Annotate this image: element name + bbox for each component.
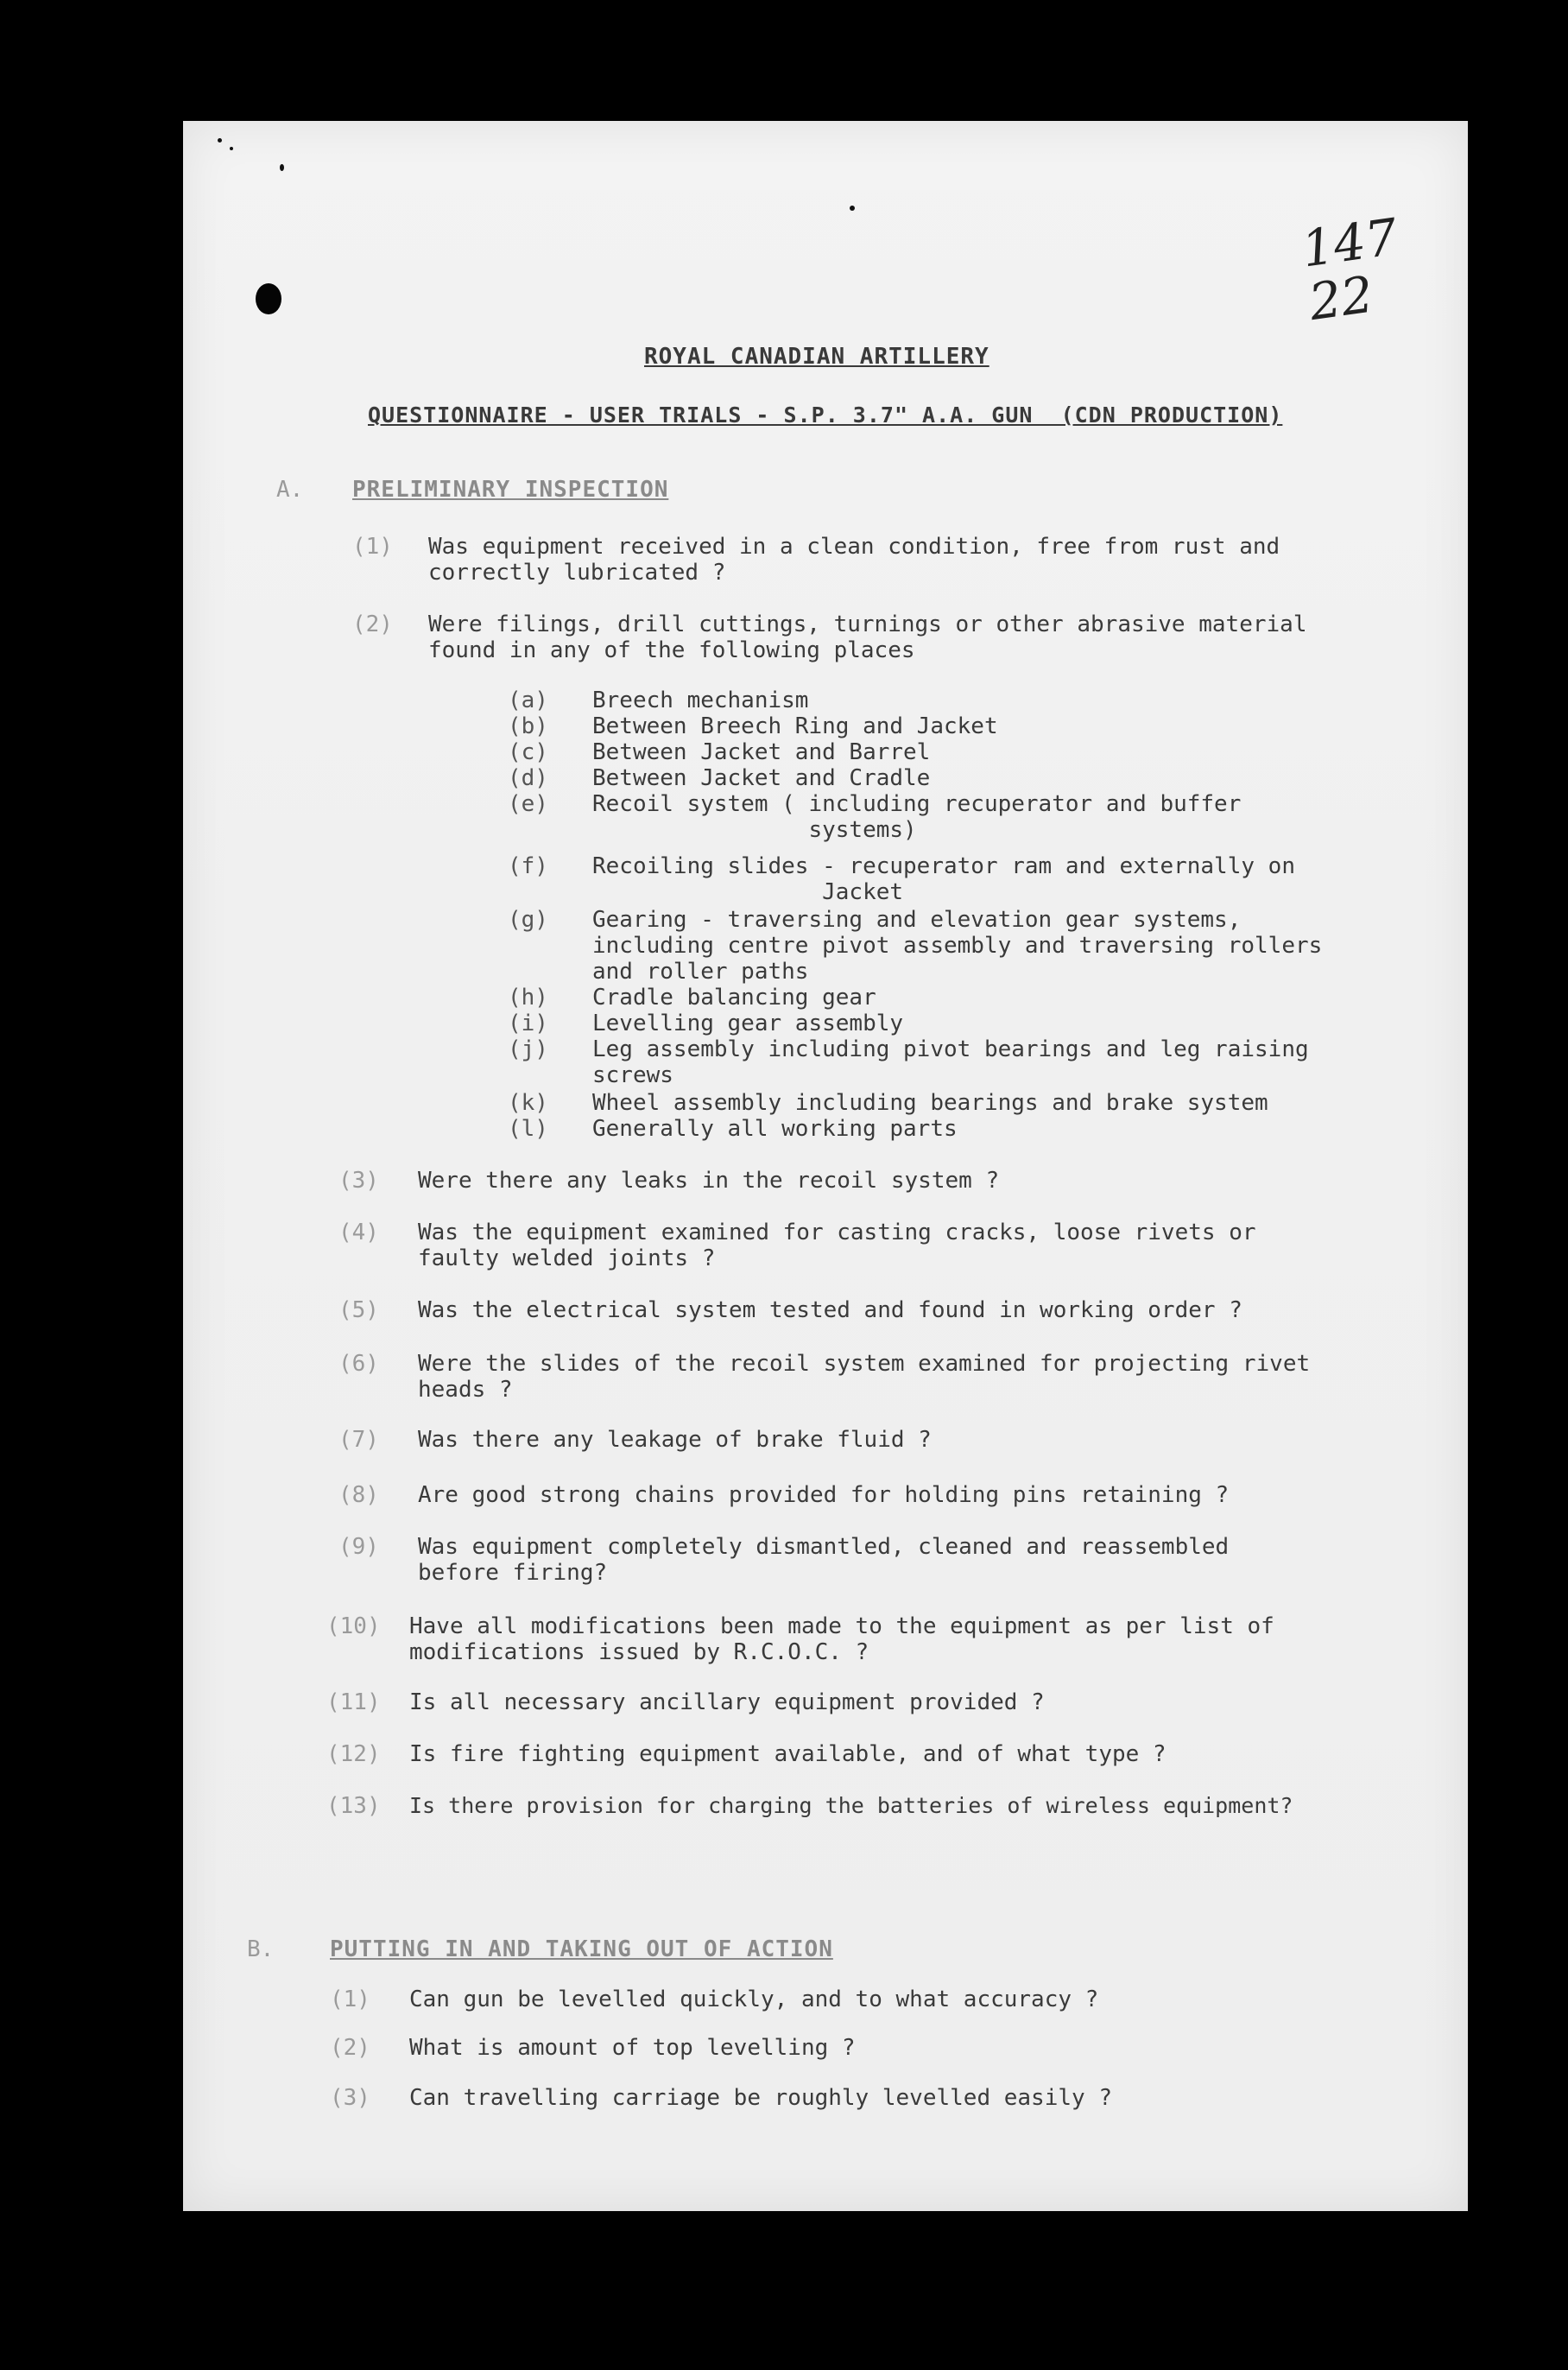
subitem-text: Wheel assembly including bearings and brake system [592,1090,1268,1116]
speck-mark [230,147,233,150]
section-b-letter: B. [247,1936,275,1962]
speck-mark [280,164,284,171]
subitem-text: Recoiling slides - recuperator ram and externally on Jacket [592,853,1295,905]
subitem-text: Between Breech Ring and Jacket [592,713,998,739]
question-number: (11) [326,1689,381,1715]
document-page [183,121,1468,2211]
subitem-text: Leg assembly including pivot bearings and leg raising screws [592,1036,1309,1088]
subitem-text: Between Jacket and Barrel [592,739,931,765]
question-text: Can travelling carriage be roughly levelled easily ? [409,2085,1112,2111]
subitem-label: (f) [508,853,548,879]
folio-number-bottom: 22 [1306,264,1377,333]
subitem-label: (e) [508,791,548,817]
subitem-label: (i) [508,1011,548,1036]
question-number: (2) [330,2035,370,2061]
question-number: (2) [352,612,393,637]
folio-number-top: 147 [1298,206,1401,279]
subitem-text: Breech mechanism [592,688,809,713]
subitem-text: Between Jacket and Cradle [592,765,931,791]
question-number: (5) [338,1297,379,1323]
question-text: Is fire fighting equipment available, and of what type ? [409,1741,1167,1767]
question-text: Is all necessary ancillary equipment provided ? [409,1689,1045,1715]
question-number: (4) [338,1220,379,1245]
subitem-label: (d) [508,765,548,791]
question-text: Were filings, drill cuttings, turnings or other abrasive material found in any of the following places [428,612,1307,663]
question-number: (1) [330,1987,370,2012]
question-text: Have all modifications been made to the equipment as per list of modifications issued by R.C.O.C. ? [409,1613,1274,1665]
question-number: (10) [326,1613,381,1639]
question-text: Were there any leaks in the recoil system ? [418,1168,1000,1194]
section-b-heading: PUTTING IN AND TAKING OUT OF ACTION [330,1936,833,1962]
subitem-text: Cradle balancing gear [592,985,876,1011]
question-text: Is there provision for charging the batteries of wireless equipment? [409,1793,1293,1818]
subitem-label: (l) [508,1116,548,1142]
question-text: Was the equipment examined for casting cracks, loose rivets or faulty welded joints ? [418,1220,1256,1271]
subitem-label: (j) [508,1036,548,1062]
question-text: Were the slides of the recoil system examined for projecting rivet heads ? [418,1351,1311,1403]
speck-mark [850,206,855,211]
question-text: Was the electrical system tested and found in working order ? [418,1297,1242,1323]
question-text: Was equipment completely dismantled, cleaned and reassembled before firing? [418,1534,1230,1586]
question-text: Was equipment received in a clean condition, free from rust and correctly lubricated ? [428,534,1280,586]
subitem-text: Levelling gear assembly [592,1011,904,1036]
subitem-text: Recoil system ( including recuperator and buffer systems) [592,791,1242,843]
question-number: (1) [352,534,393,560]
subitem-label: (g) [508,907,548,933]
subitem-label: (b) [508,713,548,739]
subitem-label: (a) [508,688,548,713]
question-number: (6) [338,1351,379,1377]
question-number: (7) [338,1427,379,1453]
section-a-letter: A. [276,477,304,503]
question-text: What is amount of top levelling ? [409,2035,856,2061]
document-subtitle: QUESTIONNAIRE - USER TRIALS - S.P. 3.7" A.A. GUN (CDN PRODUCTION) [368,402,1283,428]
question-text: Can gun be levelled quickly, and to what accuracy ? [409,1987,1099,2012]
question-number: (8) [338,1482,379,1508]
question-number: (3) [330,2085,370,2111]
punch-hole [256,283,281,314]
subitem-label: (k) [508,1090,548,1116]
subitem-text: Gearing - traversing and elevation gear systems, including centre pivot assembly and traversing rollers and roller paths [592,907,1323,985]
question-text: Are good strong chains provided for holding pins retaining ? [418,1482,1230,1508]
question-number: (12) [326,1741,381,1767]
question-number: (13) [326,1793,381,1819]
archive-folio-mark [1298,206,1408,333]
question-number: (9) [338,1534,379,1560]
question-number: (3) [338,1168,379,1194]
subitem-label: (h) [508,985,548,1011]
subitem-text: Generally all working parts [592,1116,958,1142]
subitem-label: (c) [508,739,548,765]
speck-mark [218,138,222,143]
section-a-heading: PRELIMINARY INSPECTION [352,477,669,503]
question-text: Was there any leakage of brake fluid ? [418,1427,932,1453]
document-title: ROYAL CANADIAN ARTILLERY [644,344,989,370]
